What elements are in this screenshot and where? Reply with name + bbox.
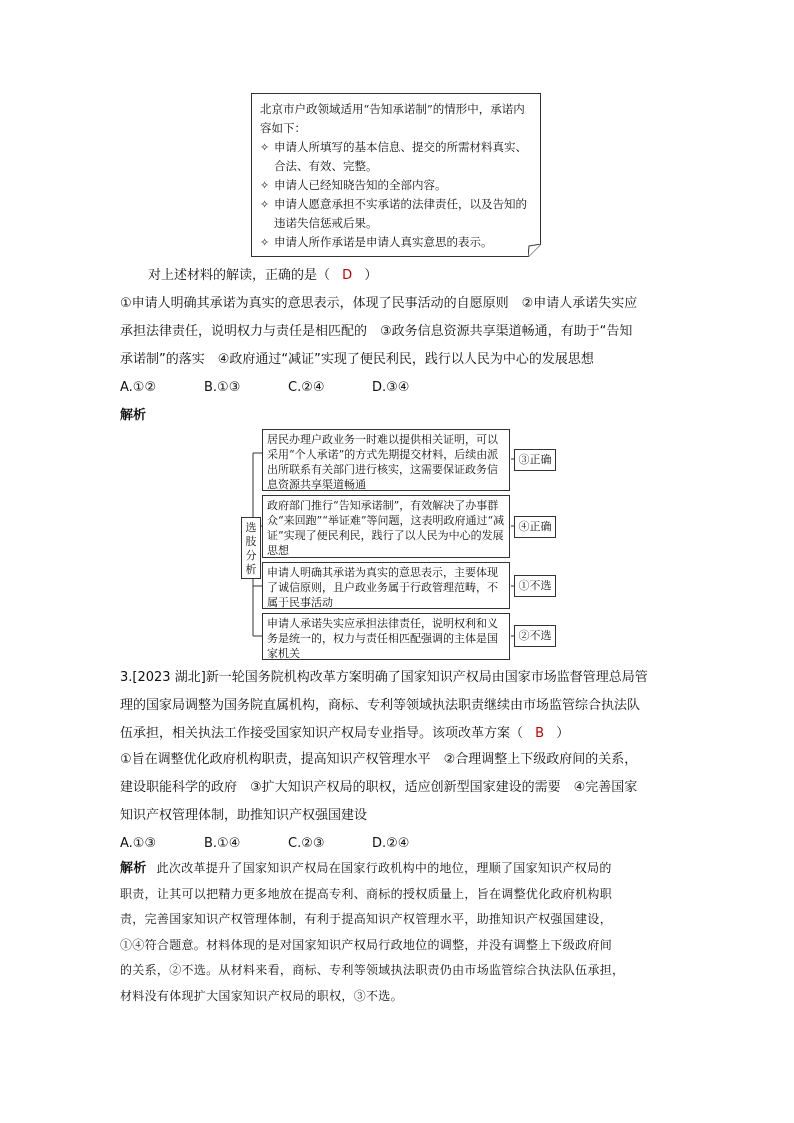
q3-analysis-label: 解析: [120, 861, 147, 876]
q3-analysis-line: 职责，让其可以把精力更多地放在提高专利、商标的授权质量上，旨在调整优化政府机构职: [120, 886, 613, 901]
q3-analysis-text: 此次改革提升了国家知识产权局在国家行政机构中的地位，理顺了国家知识产权局的: [156, 861, 612, 875]
analysis-row-tag: ②不选: [514, 625, 556, 647]
material-item-text: 申请人所作承诺是申请人真实意思的表示。: [274, 235, 493, 249]
q3-stem-line: 理的国家局调整为国务院直属机构，商标、专利等领域执法职责继续由市场监管综合执法队: [120, 698, 641, 713]
q2-stem-text: 对上述材料的解读，正确的是（: [148, 268, 331, 283]
diamond-bullet-icon: ✧: [260, 236, 270, 249]
choice-a: A.①②: [120, 380, 157, 395]
choice-d: D.③④: [372, 380, 410, 395]
q3-analysis-line: ①④符合题意。材料体现的是对国家知识产权局行政地位的调整，并没有调整上下级政府间: [120, 937, 613, 952]
q3-analysis-line: 材料没有体现扩大国家知识产权局的职权，③不选。: [120, 988, 403, 1003]
folded-corner-icon: [529, 245, 541, 257]
analysis-row-text: 居民办理户政业务一时难以提供相关证明，可以采用“个人承诺”的方式先期提交材料，后续由派出所联系有关部门进行核实，这需要保证政务信息资源共享渠道畅通: [262, 429, 510, 491]
q3-analysis: [120, 856, 680, 1010]
analysis-row-text: 政府部门推行“告知承诺制”，有效解决了办事群众“来回跑”“举证难”等问题，这表明政府通过“减证”实现了便民利民，践行了以人民为中心的发展思想: [262, 495, 510, 558]
analysis-row-text: 申请人明确其承诺为真实的意思表示，主要体现了诚信原则，且户政业务属于行政管理范畴，不属于民事活动: [262, 562, 510, 609]
side-label-char: 分: [245, 549, 257, 562]
side-label-char: 析: [245, 563, 257, 576]
q3-stem-line: 3.[2023 湖北]新一轮国务院机构改革方案明确了国家知识产权局由国家市场监督管理总局管: [120, 670, 648, 685]
choice-d: D.②④: [372, 836, 410, 851]
diamond-bullet-icon: ✧: [260, 198, 270, 211]
choice-a: A.①③: [120, 836, 157, 851]
analysis-row-text: 申请人承诺失实应承担法律责任，说明权利和义务是统一的，权力与责任相匹配强调的主体是国家机关: [262, 613, 510, 660]
material-intro: 北京市户政领域适用“告知承诺制”的情形中，承诺内容如下：: [260, 102, 525, 135]
q3-options: [120, 746, 680, 830]
material-item: [260, 176, 532, 195]
material-item-text: 申请人所填写的基本信息、提交的所需材料真实、合法、有效、完整。: [274, 140, 527, 173]
q3-analysis-line: [120, 856, 680, 882]
side-label-char: 肢: [245, 535, 257, 548]
q2-option-line: 承诺制”的落实 ④政府通过“减证”实现了便民利民，践行以人民为中心的发展思想: [120, 352, 594, 367]
choice-b: B.①③: [204, 380, 241, 395]
q2-analysis-label: 解析: [120, 408, 147, 423]
q3-analysis-line: 责，完善国家知识产权管理体制，有利于提高知识产权管理水平，助推知识产权强国建设，: [120, 912, 613, 927]
q2-stem-end: ）: [364, 268, 378, 283]
choice-c: C.②③: [288, 836, 325, 851]
diamond-bullet-icon: ✧: [260, 141, 270, 154]
q3-stem-line-text: 伍承担，相关执法工作接受国家知识产权局专业指导。该项改革方案（: [120, 726, 524, 741]
material-box: [251, 93, 541, 257]
q3-analysis-line: 的关系，②不选。从材料来看，商标、专利等领域执法职责仍由市场监管综合执法队伍承担，: [120, 963, 625, 978]
q3-option-line: ①旨在调整优化政府机构职责，提高知识产权管理水平 ②合理调整上下级政府间的关系，: [120, 752, 638, 767]
material-item: [260, 138, 532, 176]
choice-c: C.②④: [288, 380, 325, 395]
q2-answer: D: [342, 268, 353, 283]
q3-stem-end: ）: [556, 726, 570, 741]
material-item-text: 申请人已经知晓告知的全部内容。: [274, 178, 447, 192]
analysis-row-tag: ①不选: [514, 575, 556, 597]
material-item-text: 申请人愿意承担不实承诺的法律责任，以及告知的违诺失信惩戒后果。: [274, 197, 527, 230]
side-label-char: 选: [245, 521, 257, 534]
q3-choices: [120, 830, 480, 858]
analysis-row-tag: ④正确: [514, 516, 556, 538]
q3-stem: [120, 664, 680, 748]
q3-option-line: 知识产权管理体制，助推知识产权强国建设: [120, 808, 368, 823]
material-item: [260, 233, 532, 252]
q2-option-line: 承担法律责任，说明权力与责任是相匹配的 ③政务信息资源共享渠道畅通，有助于“告知: [120, 324, 633, 339]
q3-stem-line: [120, 720, 680, 748]
choice-b: B.①④: [204, 836, 241, 851]
q2-options: [120, 290, 680, 374]
analysis-side-label: [241, 517, 261, 579]
q2-stem: [148, 262, 377, 290]
diamond-bullet-icon: ✧: [260, 179, 270, 192]
material-item: [260, 195, 532, 233]
q3-option-line: 建设职能科学的政府 ③扩大知识产权局的职权，适应创新型国家建设的需要 ④完善国家: [120, 780, 638, 795]
q2-choices: [120, 374, 480, 402]
q2-option-line: ①申请人明确其承诺为真实的意思表示，体现了民事活动的自愿原则 ②申请人承诺失实应: [120, 296, 638, 311]
analysis-row-tag: ③正确: [514, 449, 556, 471]
q3-answer: B: [535, 726, 545, 741]
